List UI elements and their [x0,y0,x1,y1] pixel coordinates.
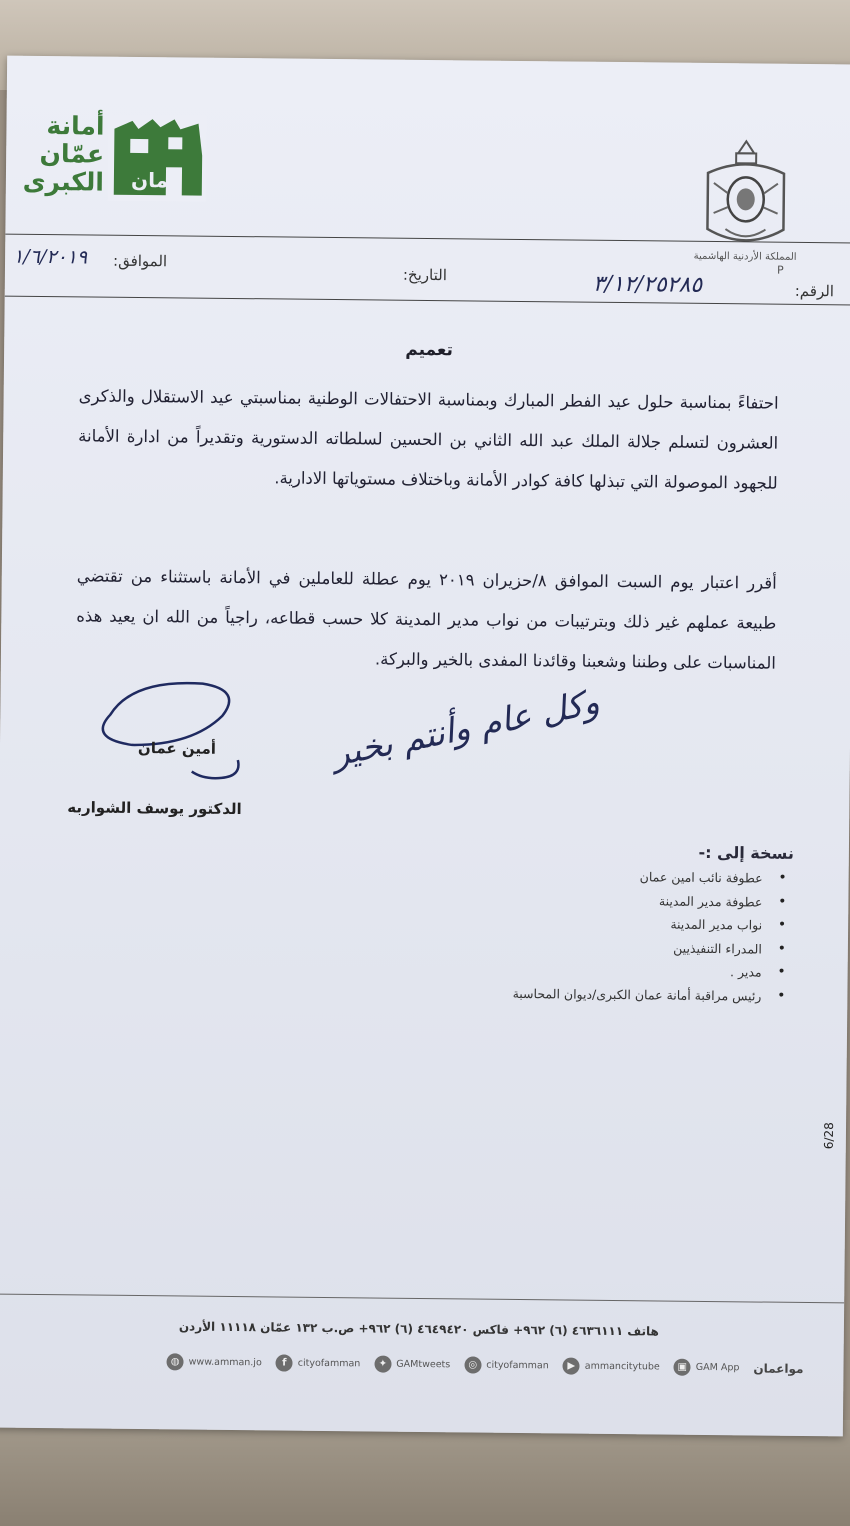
header-rule-bottom [5,296,850,306]
social-app: ▣ GAM App [674,1359,740,1377]
list-item: • المدراء التنفيذيين [370,933,790,961]
org-name-line1: أمانة [46,111,105,141]
facebook-icon: f [276,1354,293,1371]
web-icon: ◍ [167,1353,184,1370]
org-name-line2: عمّان [39,138,105,169]
letter-paper [0,56,850,1437]
org-name [8,112,105,197]
app-icon: ▣ [674,1359,691,1376]
social-facebook: f cityofamman [276,1354,361,1372]
signature-scribble [92,675,273,787]
crest-caption: المملكة الأردنية الهاشمية [693,250,797,263]
twitter-icon: ✦ [374,1356,391,1373]
logo-word: عمان [130,167,183,193]
copies-list [369,862,790,1007]
youtube-icon: ▶ [563,1357,580,1374]
corresponding-date-label: الموافق: [112,251,168,271]
list-item: • مدير . [370,956,790,984]
list-item: • عطوفة نائب امين عمان [371,862,791,890]
jordan-coat-of-arms-icon [695,133,796,264]
footer-address: هاتف ٤٦٣٦١١١ (٦) ٩٦٢+ فاكس ٤٦٤٩٤٢٠ (٦) ٩٦٢+ ص.ب ١٣٢ عمّان ١١١١٨ الأردن [178,1319,660,1339]
instagram-icon: ◎ [464,1356,481,1373]
reference-number-value: ٣/١٢/٢٥٢٨٥ [592,271,703,298]
social-twitter: ✦ GAMtweets [374,1356,450,1374]
signatory-name: الدكتور يوسف الشواربه [67,798,242,819]
margin-note: 6/28 [821,1122,837,1150]
document-title: تعميم [405,339,454,361]
gam-logo-icon [108,115,207,202]
paragraph-1: احتفاءً بمناسبة حلول عيد الفطر المبارك وبمناسبة الاحتفالات الوطنية بمناسبتي عيد الاستقلال والذكرى العشرون لتسلم جلالة الملك عبد الله الثاني بن الحسين لسلطاته الدستورية وتقديراً من ادارة الأمانة للجهود الموصولة التي تبذلها كافة كوادر الأمانة وباختلاف مستوياتها الادارية. [78,386,779,493]
corresponding-date-value: ١/٦/٢٠١٩ [12,245,88,269]
social-youtube: ▶ ammancitytube [563,1357,660,1375]
social-instagram: ◎ cityofamman [464,1356,549,1374]
list-item: • عطوفة مدير المدينة [370,886,790,914]
handwritten-greeting: وكل عام وأنتم بخير [328,682,603,775]
date-label: التاريخ: [402,265,448,285]
copies-heading: نسخة إلى :- [698,842,794,863]
org-name-line3: الكبرى [22,166,105,197]
desk-surface-bottom [0,1420,850,1526]
list-item: • نواب مدير المدينة [370,909,790,937]
reference-number-label: الرقم: [794,281,835,301]
social-links [103,1353,803,1377]
list-item: • رئيس مراقبة أمانة عمان الكبرى/ديوان المحاسبة [369,980,789,1008]
mark-p: P [776,263,784,277]
social-app-logo: مواعمان [753,1360,804,1376]
paragraph-2: أقرر اعتبار يوم السبت الموافق ٨/حزيران ٢٠١٩ يوم عطلة للعاملين في الأمانة باستثناء من تقتضي طبيعة عملهم غير ذلك وبترتيبات من نواب مدير المدينة كلا حسب قطاعه، راجياً من الله ان يعيد هذه المناسبات على وطننا وشعبنا وقائدنا المفدى بالخير والبركة. [76,566,777,673]
social-web: ◍ www.amman.jo [167,1353,262,1371]
signatory-title: أمين عمان [137,738,217,758]
footer-rule [0,1294,844,1304]
